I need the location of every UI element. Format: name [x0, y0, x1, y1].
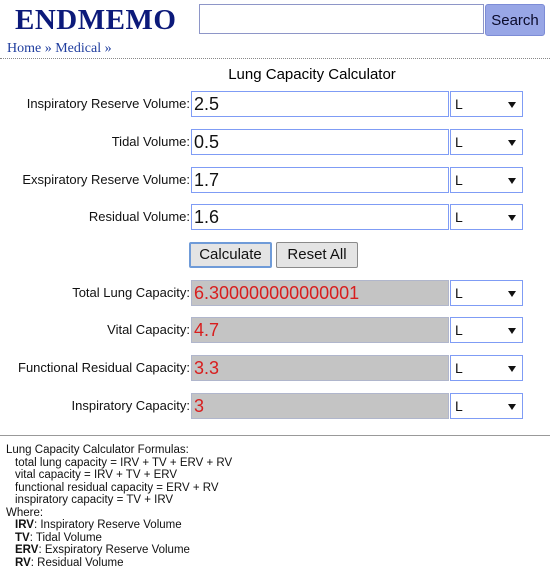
tv-label: Tidal Volume: — [111, 134, 190, 149]
unit-value: L — [455, 285, 463, 301]
unit-value: L — [455, 209, 463, 225]
unit-value: L — [455, 134, 463, 150]
chevron-down-icon — [508, 366, 516, 372]
irv-input[interactable]: 2.5 — [191, 91, 449, 117]
where-label: Where: — [6, 506, 44, 519]
definition-abbr: TV — [15, 531, 30, 544]
definition-item — [6, 557, 232, 570]
chevron-down-icon — [508, 215, 516, 221]
breadcrumb-separator: » — [41, 41, 56, 56]
tv-row — [0, 129, 550, 155]
definition-abbr: RV — [15, 556, 31, 569]
frc-row — [0, 355, 550, 381]
definition-abbr: IRV — [15, 519, 34, 531]
definition-item — [6, 544, 232, 557]
definition-item — [6, 519, 232, 532]
tlc-row — [0, 280, 550, 306]
definition-text: : Tidal Volume — [29, 531, 102, 544]
irv-label: Inspiratory Reserve Volume: — [26, 96, 190, 111]
vc-row — [0, 317, 550, 343]
formula-line: total lung capacity = IRV + TV + ERV + RV — [15, 456, 233, 469]
unit-value: L — [455, 360, 463, 376]
calculate-button[interactable]: Calculate — [189, 242, 272, 268]
frc-label: Functional Residual Capacity: — [18, 360, 190, 375]
unit-value: L — [455, 322, 463, 338]
rv-input[interactable]: 1.6 — [191, 204, 449, 230]
tlc-unit-select[interactable] — [450, 280, 523, 306]
formulas-section — [6, 444, 232, 569]
chevron-down-icon — [508, 291, 516, 297]
breadcrumb-medical-link[interactable]: Medical — [55, 41, 102, 56]
reset-all-button[interactable]: Reset All — [276, 242, 358, 268]
tlc-result: 6.300000000000001 — [191, 280, 449, 306]
search-button[interactable]: Search — [485, 4, 545, 36]
erv-input[interactable]: 1.7 — [191, 167, 449, 193]
rv-row — [0, 204, 550, 230]
tv-unit-select[interactable] — [450, 129, 523, 155]
chevron-down-icon — [508, 178, 516, 184]
chevron-down-icon — [508, 140, 516, 146]
ic-unit-select[interactable] — [450, 393, 523, 419]
formula-line: inspiratory capacity = TV + IRV — [15, 494, 174, 506]
erv-row — [0, 167, 550, 193]
breadcrumb — [7, 41, 112, 57]
unit-value: L — [455, 96, 463, 112]
erv-unit-select[interactable] — [450, 167, 523, 193]
breadcrumb-home-link[interactable]: Home — [7, 41, 42, 56]
vc-result: 4.7 — [191, 317, 449, 343]
formulas-heading: Lung Capacity Calculator Formulas: — [6, 444, 189, 456]
header-divider — [0, 58, 550, 59]
unit-value: L — [455, 172, 463, 188]
search-input[interactable] — [199, 4, 484, 34]
site-logo[interactable]: ENDMEMO — [15, 4, 177, 36]
frc-result: 3.3 — [191, 355, 449, 381]
rv-label: Residual Volume: — [88, 209, 190, 224]
formula-line: functional residual capacity = ERV + RV — [15, 481, 219, 494]
tv-input[interactable]: 0.5 — [191, 129, 449, 155]
breadcrumb-separator: » — [101, 41, 112, 56]
irv-row — [0, 91, 550, 117]
irv-unit-select[interactable] — [450, 91, 523, 117]
section-divider — [0, 435, 550, 436]
tlc-label: Total Lung Capacity: — [72, 285, 190, 300]
erv-label: Exspiratory Reserve Volume: — [22, 172, 190, 187]
rv-unit-select[interactable] — [450, 204, 523, 230]
frc-unit-select[interactable] — [450, 355, 523, 381]
chevron-down-icon — [508, 102, 516, 108]
page-title: Lung Capacity Calculator — [228, 66, 396, 83]
ic-label: Inspiratory Capacity: — [71, 398, 190, 413]
vc-label: Vital Capacity: — [107, 322, 190, 337]
definition-text: : Exspiratory Reserve Volume — [38, 544, 190, 556]
unit-value: L — [455, 398, 463, 414]
definition-text: : Inspiratory Reserve Volume — [33, 519, 182, 531]
definition-item — [6, 532, 232, 545]
definition-text: : Residual Volume — [30, 556, 124, 569]
vc-unit-select[interactable] — [450, 317, 523, 343]
chevron-down-icon — [508, 328, 516, 334]
ic-row — [0, 393, 550, 419]
definition-abbr: ERV — [15, 544, 39, 556]
formula-line: vital capacity = IRV + TV + ERV — [15, 469, 178, 481]
chevron-down-icon — [508, 404, 516, 410]
ic-result: 3 — [191, 393, 449, 419]
